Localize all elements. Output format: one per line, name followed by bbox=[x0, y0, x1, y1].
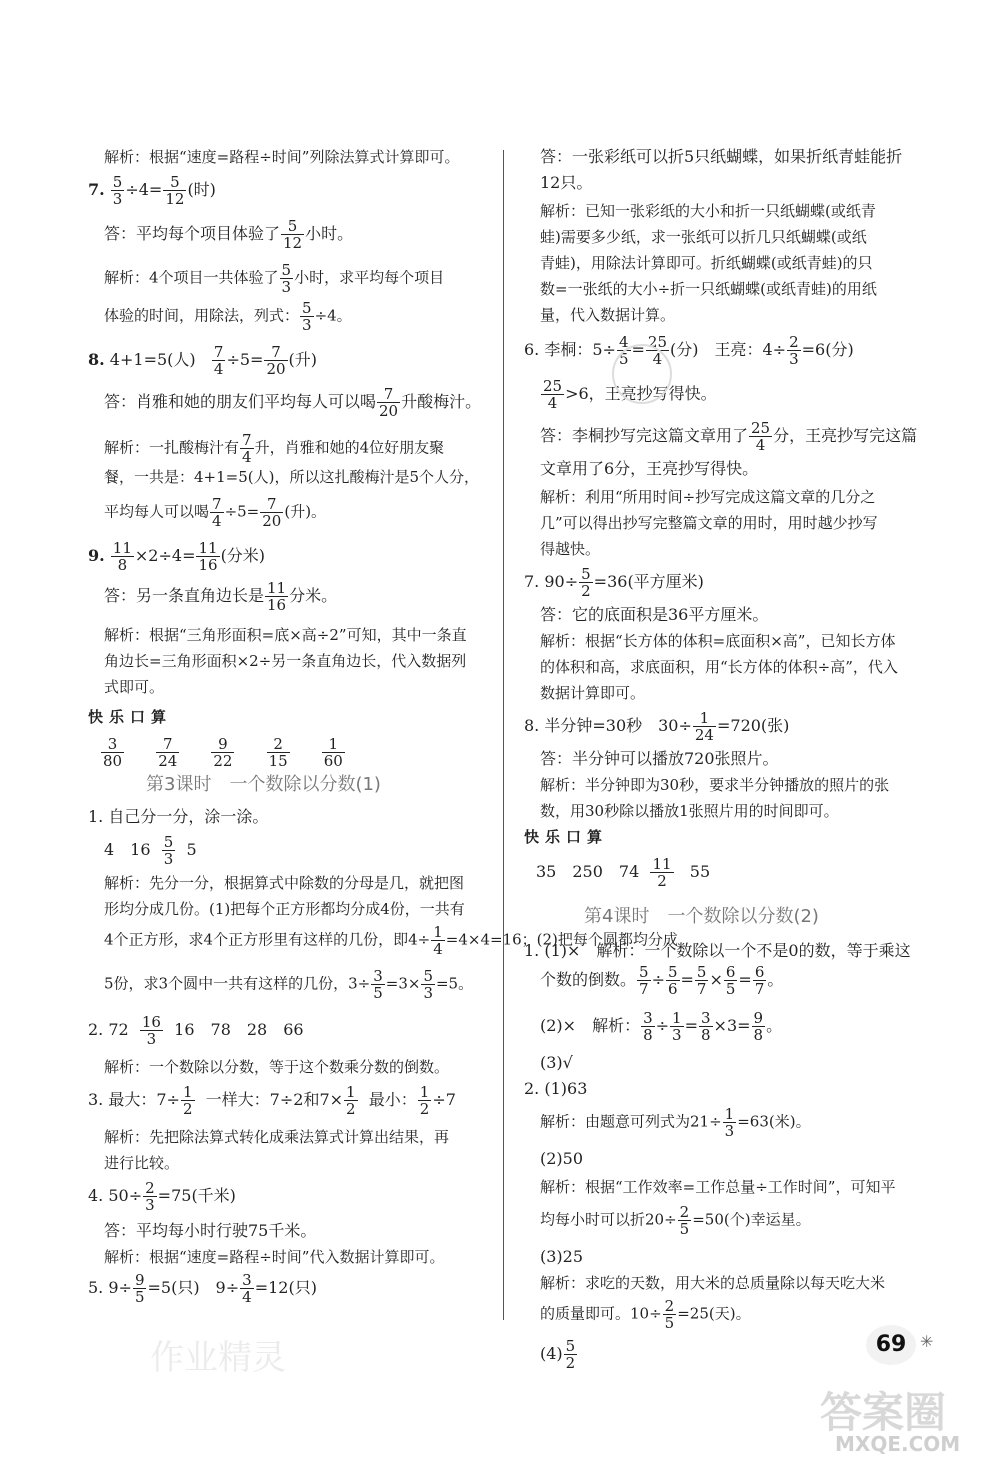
lesson3-analysis-3b: 进行比较。 bbox=[104, 1154, 180, 1172]
answer-r7: 答：它的底面积是36平方厘米。 bbox=[540, 605, 769, 624]
lesson3-analysis-1b: 形均分成几份。(1)把每个正方形都均分成4份，一共有 bbox=[104, 900, 465, 918]
quick-calc-answers: $\frac{3}{80}$ $\frac{7}{24}$ $\frac{9}{22}$ $\frac{2}{15}$ $\frac{1}{60}$ bbox=[103, 735, 343, 770]
lesson3-analysis-1d: 5份，求3个圆中一共有这样的几份，3÷ $\frac{3}{5}$ =3× $\frac{5}{3}$ =5。 bbox=[104, 967, 474, 1002]
lesson3-analysis-4: 解析：根据“速度=路程÷时间”代入数据计算即可。 bbox=[104, 1248, 445, 1266]
star-icon: ✳ bbox=[920, 1332, 934, 1351]
fraction: $\frac{5}{12}$ bbox=[165, 173, 185, 208]
lesson4-analysis-2-3a: 解析：求吃的天数，用大米的总质量除以每天吃大米 bbox=[540, 1274, 886, 1292]
analysis-9a: 解析：根据“三角形面积=底×高÷2”可知，其中一条直 bbox=[104, 626, 467, 644]
lesson4-analysis-2-1: 解析：由题意可列式为21÷ $\frac{1}{3}$ =63(米)。 bbox=[540, 1105, 811, 1140]
analysis-r7a: 解析：根据“长方体的体积=底面积×高”，已知长方体 bbox=[540, 632, 896, 650]
lesson-4-title: 第4课时 一个数除以分数(2) bbox=[584, 906, 819, 927]
watermark-left: 作业精灵 bbox=[150, 1338, 286, 1378]
watermark-logo: 答案圈 bbox=[820, 1388, 947, 1437]
lesson4-q2-1: 2. (1)63 bbox=[524, 1079, 588, 1098]
analysis-5d: 数=一张纸的大小÷折一只纸蝴蝶(或纸青蛙)的用纸 bbox=[540, 280, 877, 298]
lesson4-q2-4: (4) $\frac{5}{2}$ bbox=[540, 1337, 576, 1372]
faint-stamp-mark bbox=[612, 344, 672, 404]
page-number-badge: 69 bbox=[866, 1325, 916, 1365]
quick-calc-answers-right: 35 250 74 $\frac{11}{2}$ 55 bbox=[536, 855, 711, 890]
problem-r8: 8. 半分钟=30秒 30÷ $\frac{1}{24}$ =720(张) bbox=[524, 709, 790, 744]
analysis-r8b: 数，用30秒除以播放1张照片用的时间即可。 bbox=[540, 802, 839, 820]
quick-calc-heading-right: 快乐口算 bbox=[524, 828, 609, 846]
analysis-r6a: 解析：利用“所用时间÷抄写完成这篇文章的几分之 bbox=[540, 488, 876, 506]
lesson3-q1-answer: 4 16 $\frac{5}{3}$ 5 bbox=[104, 833, 197, 868]
answer-5-cont: 答：一张彩纸可以折5只纸蝴蝶，如果折纸青蛙能折 bbox=[540, 147, 903, 166]
analysis-5e: 量，代入数据计算。 bbox=[540, 306, 676, 324]
analysis-5b: 蛙)需要多少纸，求一张纸可以折几只纸蝴蝶(或纸 bbox=[540, 228, 867, 246]
lesson3-analysis-1c: 4个正方形，求4个正方形里有这样的几份，即4÷ $\frac{1}{4}$ =4×4=16；(2)把每个圆都均分成 bbox=[104, 923, 678, 958]
column-divider bbox=[503, 150, 504, 1320]
lesson4-q1-1b: 个数的倒数。 $\frac{5}{7}$ ÷ $\frac{5}{6}$ = $\frac{5}{7}$ × $\frac{6}{5}$ = $\frac{6}{7}$ 。 bbox=[540, 963, 784, 998]
lesson3-q3: 3. 最大：7÷ $\frac{1}{2}$ 一样大：7÷2和7× $\frac{1}{2}$ 最小： $\frac{1}{2}$ ÷7 bbox=[88, 1083, 456, 1118]
problem-r6: 6. 李桐：5÷ $\frac{4}{5}$ = $\frac{25}{4}$ (分) 王亮：4÷ $\frac{2}{3}$ =6(分) bbox=[524, 333, 854, 368]
analysis-r8a: 解析：半分钟即为30秒，要求半分钟播放的照片的张 bbox=[540, 776, 890, 794]
lesson3-answer-4: 答：平均每小时行驶75千米。 bbox=[104, 1221, 317, 1240]
lesson4-q1-2: (2)× 解析： $\frac{3}{8}$ ÷ $\frac{1}{3}$ = $\frac{3}{8}$ ×3= $\frac{9}{8}$ 。 bbox=[540, 1009, 783, 1044]
analysis-5c: 青蛙)，用除法计算即可。折纸蝴蝶(或纸青蛙)的只 bbox=[540, 254, 873, 272]
analysis-5a: 解析：已知一张彩纸的大小和折一只纸蝴蝶(或纸青 bbox=[540, 202, 876, 220]
watermark-url: MXQE.COM bbox=[835, 1432, 961, 1456]
lesson4-q1-3: (3)√ bbox=[540, 1053, 573, 1072]
lesson3-analysis-1a: 解析：先分一分，根据算式中除数的分母是几，就把图 bbox=[104, 874, 465, 892]
lesson3-q5: 5. 9÷ $\frac{9}{5}$ =5(只) 9÷ $\frac{3}{4}$ =12(只) bbox=[88, 1271, 317, 1306]
analysis-8c: 平均每人可以喝 $\frac{7}{4}$ ÷5= $\frac{7}{20}$ (升)。 bbox=[104, 495, 327, 530]
analysis-9c: 式即可。 bbox=[104, 678, 165, 696]
answer-r8: 答：半分钟可以播放720张照片。 bbox=[540, 749, 779, 768]
analysis-r7c: 数据计算即可。 bbox=[540, 684, 646, 702]
lesson4-analysis-2-2a: 解析：根据“工作效率=工作总量÷工作时间”，可知平 bbox=[540, 1178, 896, 1196]
analysis-r6c: 得越快。 bbox=[540, 540, 601, 558]
lesson3-q2: 2. 72 $\frac{16}{3}$ 16 78 28 66 bbox=[88, 1013, 304, 1048]
analysis-9b: 角边长=三角形面积×2÷另一条直角边长，代入数据列 bbox=[104, 652, 467, 670]
analysis-line: 解析：根据“速度=路程÷时间”列除法算式计算即可。 bbox=[104, 148, 460, 166]
lesson4-q2-3: (3)25 bbox=[540, 1247, 584, 1266]
lesson3-q4: 4. 50÷ $\frac{2}{3}$ =75(千米) bbox=[88, 1179, 236, 1214]
analysis-8a: 解析：一扎酸梅汁有 $\frac{7}{4}$ 升，肖雅和她的4位好朋友聚 bbox=[104, 431, 445, 466]
lesson3-analysis-3a: 解析：先把除法算式转化成乘法算式计算出结果，再 bbox=[104, 1128, 450, 1146]
lesson-3-title: 第3课时 一个数除以分数(1) bbox=[146, 774, 381, 795]
answer-9: 答：另一条直角边长是 $\frac{11}{16}$ 分米。 bbox=[104, 579, 338, 614]
problem-r7: 7. 90÷ $\frac{5}{2}$ =36(平方厘米) bbox=[524, 565, 704, 600]
lesson3-analysis-2: 解析：一个数除以分数，等于这个数乘分数的倒数。 bbox=[104, 1058, 450, 1076]
analysis-8b: 餐，一共是：4+1=5(人)，所以这扎酸梅汁是5个人分， bbox=[104, 468, 480, 486]
answer-5-cont2: 12只。 bbox=[540, 173, 593, 192]
lesson4-analysis-2-2b: 均每小时可以折20÷ $\frac{2}{5}$ =50(个)幸运星。 bbox=[540, 1203, 811, 1238]
analysis-r7b: 的体积和高，求底面积，用“长方体的体积÷高”，代入 bbox=[540, 658, 898, 676]
lesson4-q2-2: (2)50 bbox=[540, 1149, 584, 1168]
answer-7: 答：平均每个项目体验了 $\frac{5}{12}$ 小时。 bbox=[104, 217, 354, 252]
problem-7: 7. $\frac{5}{3}$ ÷4= $\frac{5}{12}$ (时) bbox=[88, 173, 216, 208]
answer-r6: 答：李桐抄写完这篇文章用了 $\frac{25}{4}$ 分，王亮抄写完这篇 bbox=[540, 419, 918, 454]
lesson3-q1: 1. 自己分一分，涂一涂。 bbox=[88, 807, 269, 826]
answer-r6b: 文章用了6分，王亮抄写得快。 bbox=[540, 459, 759, 478]
analysis-r6b: 几”可以得出抄写完整篇文章的用时，用时越少抄写 bbox=[540, 514, 878, 532]
lesson4-analysis-2-3b: 的质量即可。10÷ $\frac{2}{5}$ =25(天)。 bbox=[540, 1297, 751, 1332]
answer-8: 答：肖雅和她的朋友们平均每人可以喝 $\frac{7}{20}$ 升酸梅汁。 bbox=[104, 385, 482, 420]
problem-9: 9. $\frac{11}{8}$ ×2÷4= $\frac{11}{16}$ (分米) bbox=[88, 539, 266, 574]
lesson4-q1-1: 1. (1)× 解析：一个数除以一个不是0的数，等于乘这 bbox=[524, 941, 911, 960]
fraction: $\frac{5}{3}$ bbox=[112, 173, 123, 208]
quick-calc-heading: 快乐口算 bbox=[88, 708, 173, 726]
analysis-7b: 体验的时间，用除法，列式： $\frac{5}{3}$ ÷4。 bbox=[104, 299, 352, 334]
analysis-7a: 解析：4个项目一共体验了 $\frac{5}{3}$ 小时，求平均每个项目 bbox=[104, 261, 445, 296]
problem-r6-compare: $\frac{25}{4}$ >6，王亮抄写得快。 bbox=[543, 377, 717, 412]
problem-8: 8. 4+1=5(人) $\frac{7}{4}$ ÷5= $\frac{7}{20}$ (升) bbox=[88, 343, 318, 378]
